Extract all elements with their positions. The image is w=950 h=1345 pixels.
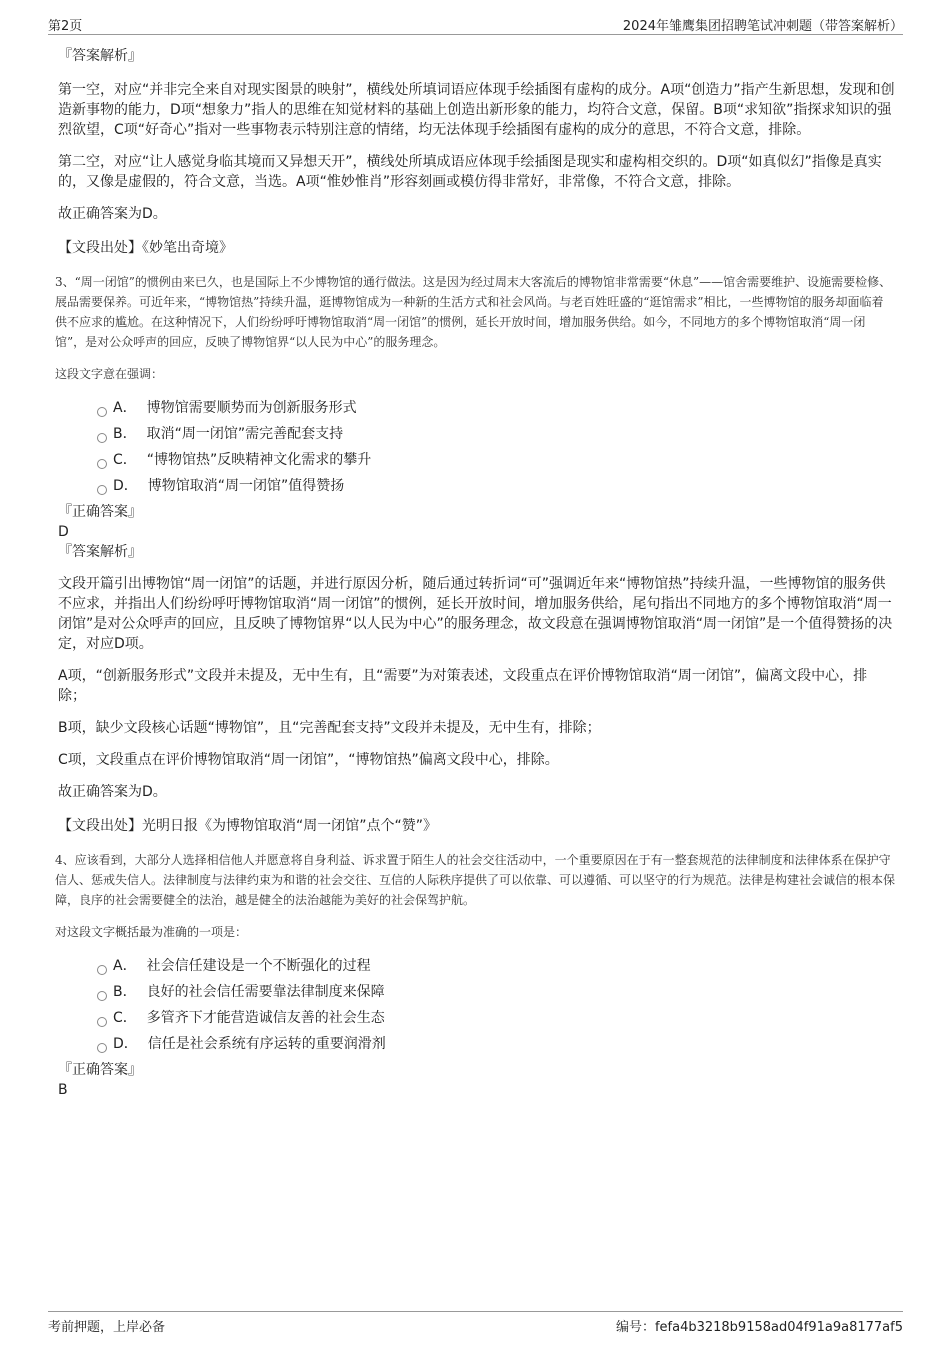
radio-button[interactable] [97,1017,107,1027]
document-id: 编号：fefa4b3218b9158ad04f91a9a8177af5 [615,1320,903,1335]
question-text: 3、“周一闭馆”的惯例由来已久，也是国际上不少博物馆的通行做法。这是因为经过周末大客流后的博物馆非常需要“休息”——馆舍需要维护、设施需要检修、展品需要保养。可近年来，“博物馆热”持续升温，逛博物馆成为一种新的生活方式和社会风尚。与老百姓旺盛的“逛馆需求”相比，一些博物馆的服务却面临着供不应求的尴尬。在这种情况下，人们纷纷呼吁博物馆取消“周一闭馆”的惯例，延长开放时间，增加服务供给。如今，不同地方的多个博物馆取消“周一闭馆”，是对公众呼声的回应，反映了博物馆界“以人民为中心”的服务理念。 [55,275,892,349]
options-list [55,956,895,1060]
page-footer [48,1311,903,1336]
options-list [55,398,895,502]
document-title: 2024年雏鹰集团招聘笔试冲刺题（带答案解析） [622,19,903,34]
answer-conclusion: 故正确答案为D。 [58,206,167,222]
option-d[interactable]: D． 信任是社会系统有序运转的重要润滑剂 [55,1034,895,1060]
radio-button[interactable] [97,991,107,1001]
option-d[interactable]: D． 博物馆取消“周一闭馆”值得赞扬 [55,476,895,502]
radio-button[interactable] [97,433,107,443]
correct-answer-label: 『正确答案』 [58,504,142,520]
option-b[interactable]: B． 取消“周一闭馆”需完善配套支持 [55,424,895,450]
radio-button[interactable] [97,485,107,495]
radio-button[interactable] [97,965,107,975]
option-b[interactable]: B． 良好的社会信任需要靠法律制度来保障 [55,982,895,1008]
analysis-paragraph: 文段开篇引出博物馆“周一闭馆”的话题，并进行原因分析，随后通过转折词“可”强调近年来“博物馆热”持续升温，一些博物馆的服务供不应求，并指出人们纷纷呼吁博物馆取消“周一闭馆”的惯例，延长开放时间，增加服务供给，尾句指出不同地方的多个博物馆取消“周一闭馆”是对公众呼声的回应，且反映了博物馆界“以人民为中心”的服务理念，故文段意在强调博物馆取消“周一闭馆”是一个值得赞扬的决定，对应D项。 [58,576,893,652]
answer-conclusion: 故正确答案为D。 [58,784,167,800]
analysis-label: 『答案解析』 [58,544,142,560]
source-citation: 【文段出处】《妙笔出奇境》 [58,240,233,256]
page-content [55,46,895,1100]
analysis-paragraph: A项，“创新服务形式”文段并未提及，无中生有，且“需要”为对策表述，文段重点在评价博物馆取消“周一闭馆”，偏离文段中心，排除； [58,668,868,704]
radio-button[interactable] [97,459,107,469]
option-a[interactable]: A． 博物馆需要顺势而为创新服务形式 [55,398,895,424]
option-a[interactable]: A． 社会信任建设是一个不断强化的过程 [55,956,895,982]
analysis-label: 『答案解析』 [58,48,142,64]
source-citation: 【文段出处】光明日报《为博物馆取消“周一闭馆”点个“赞”》 [58,818,438,834]
analysis-paragraph: B项，缺少文段核心话题“博物馆”，且“完善配套支持”文段并未提及，无中生有，排除； [58,720,601,736]
page-number: 第2页 [48,19,83,34]
footer-slogan: 考前押题，上岸必备 [48,1320,166,1335]
radio-button[interactable] [97,407,107,417]
analysis-paragraph: 第一空，对应“并非完全来自对现实图景的映射”，横线处所填词语应体现手绘插图有虚构的成分。A项“创造力”指产生新思想，发现和创造新事物的能力，D项“想象力”指人的思维在知觉材料的基础上创造出新形象的能力，均符合文意，保留。B项“求知欲”指探求知识的强烈欲望，C项“好奇心”指对一些事物表示特别注意的情绪，均无法体现手绘插图有虚构的成分的意思，不符合文意，排除。 [58,82,895,138]
correct-answer: B [58,1082,68,1098]
option-c[interactable]: C． “博物馆热”反映精神文化需求的攀升 [55,450,895,476]
correct-answer-label: 『正确答案』 [58,1062,142,1078]
question-stem: 对这段文字概括最为准确的一项是： [55,925,248,939]
correct-answer: D [58,524,69,540]
option-c[interactable]: C． 多管齐下才能营造诚信友善的社会生态 [55,1008,895,1034]
page-header [48,12,903,35]
radio-button[interactable] [97,1043,107,1053]
analysis-paragraph: 第二空，对应“让人感觉身临其境而又异想天开”，横线处所填成语应体现手绘插图是现实和虚构相交织的。D项“如真似幻”指像是真实的，又像是虚假的，符合文意，当选。A项“惟妙惟肖”形容刻画或模仿得非常好，非常像，不符合文意，排除。 [58,154,882,190]
analysis-paragraph: C项，文段重点在评价博物馆取消“周一闭馆”，“博物馆热”偏离文段中心，排除。 [58,752,559,768]
question-text: 4、应该看到，大部分人选择相信他人并愿意将自身利益、诉求置于陌生人的社会交往活动中，一个重要原因在于有一整套规范的法律制度和法律体系在保护守信人、惩戒失信人。法律制度与法律约束为和谐的社会交往、互信的人际秩序提供了可以依靠、可以遵循、可以坚守的行为规范。法律是构建社会诚信的根本保障，良序的社会需要健全的法治，越是健全的法治越能为美好的社会保驾护航。 [55,853,896,907]
question-stem: 这段文字意在强调： [55,367,164,381]
